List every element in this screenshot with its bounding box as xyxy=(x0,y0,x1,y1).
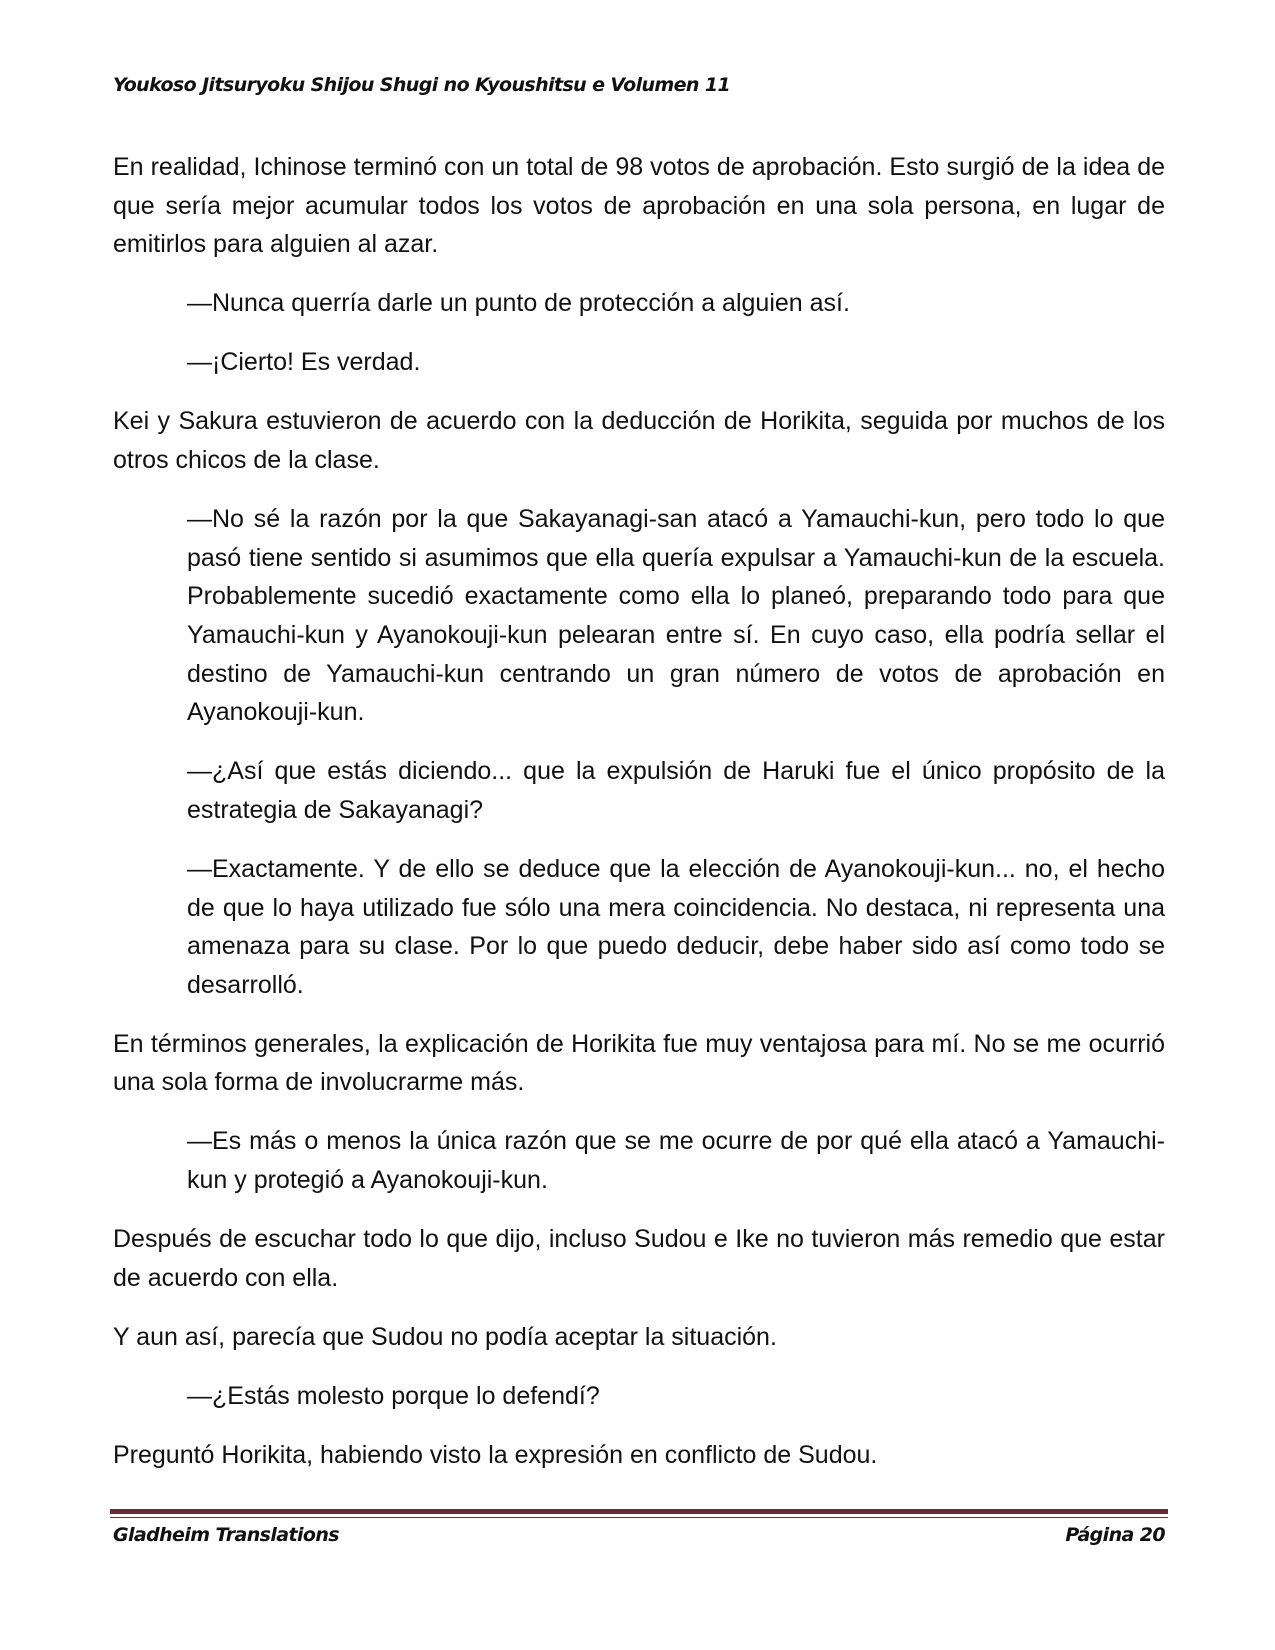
paragraph-dialogue: —¿Así que estás diciendo... que la expulsión de Haruki fue el único propósito de la estrategia de Sakayanagi? xyxy=(187,757,1165,824)
paragraph-narration: Preguntó Horikita, habiendo visto la expresión en conflicto de Sudou. xyxy=(113,1441,878,1470)
page-body xyxy=(113,148,1165,1495)
paragraph-narration: Después de escuchar todo lo que dijo, incluso Sudou e Ike no tuvieron más remedio que estar de acuerdo con ella. xyxy=(113,1225,1165,1292)
footer-page-number: Página 20 xyxy=(1065,1524,1165,1546)
paragraph-dialogue: —¡Cierto! Es verdad. xyxy=(187,348,421,377)
paragraph-dialogue: —Nunca querría darle un punto de protección a alguien así. xyxy=(187,289,850,318)
paragraph-dialogue: —¿Estás molesto porque lo defendí? xyxy=(187,1381,600,1410)
paragraph-narration: Y aun así, parecía que Sudou no podía aceptar la situación. xyxy=(113,1322,777,1351)
paragraph-narration: En términos generales, la explicación de Horikita fue muy ventajosa para mí. No se me ocurrió una sola forma de involucrarme más. xyxy=(113,1029,1165,1097)
footer-rule-thick xyxy=(110,1509,1168,1514)
footer-rule-thin xyxy=(110,1517,1168,1518)
paragraph-narration: En realidad, Ichinose terminó con un total de 98 votos de aprobación. Esto surgió de la idea de que sería mejor acumular todos los votos de aprobación en una sola persona, en lugar de emitirlos para alguien al azar. xyxy=(113,153,1165,259)
paragraph-dialogue: —Exactamente. Y de ello se deduce que la elección de Ayanokouji-kun... no, el hecho de que lo haya utilizado fue sólo una mera coincidencia. No destaca, ni representa una amenaza para su clase. Por lo que puedo deducir, debe haber sido así como todo se desarrolló. xyxy=(187,854,1165,999)
paragraph-dialogue: —No sé la razón por la que Sakayanagi-san atacó a Yamauchi-kun, pero todo lo que pasó tiene sentido si asumimos que ella quería expulsar a Yamauchi-kun de la escuela. Probablemente sucedió exactamente como ella lo planeó, preparando todo para que Yamauchi-kun y Ayanokouji-kun pelearan entre sí. En cuyo caso, ella podría sellar el destino de Yamauchi-kun centrando un gran número de votos de aprobación en Ayanokouji-kun. xyxy=(187,505,1165,727)
paragraph-narration: Kei y Sakura estuvieron de acuerdo con la deducción de Horikita, seguida por muchos de los otros chicos de la clase. xyxy=(113,407,1165,475)
running-header: Youkoso Jitsuryoku Shijou Shugi no Kyoushitsu e Volumen 11 xyxy=(113,74,731,96)
paragraph-dialogue: —Es más o menos la única razón que se me ocurre de por qué ella atacó a Yamauchi-kun y protegió a Ayanokouji-kun. xyxy=(187,1127,1165,1195)
footer-translator: Gladheim Translations xyxy=(113,1524,339,1546)
